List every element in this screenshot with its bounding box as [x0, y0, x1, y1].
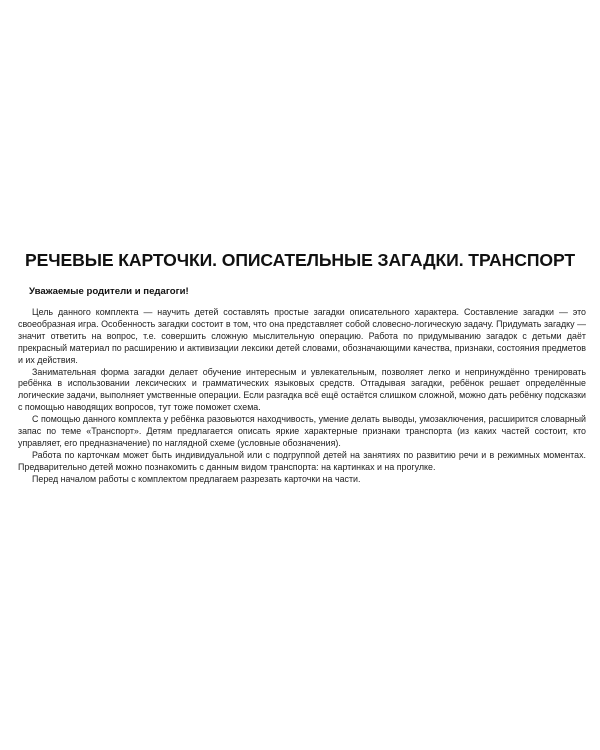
paragraph-form: Занимательная форма загадки делает обучение интересным и увлекательным, позволяет легко и непринуждённо тренировать ребёнка в использовании лексических и грамматических языковых средств. Отгадывая загадки, ребёнок решает определённые логические задачи, выполняет умственные операции. Если разгадка всё ещё остаётся слишком сложной, можно дать ребёнку подсказки с помощью наводящих вопросов, тут тоже поможет схема.: [18, 366, 586, 413]
paragraph-purpose: Цель данного комплекта — научить детей составлять простые загадки описательного характера. Составление загадки — это своеобразная игра. Особенность загадки состоит в том, что она представляет собой словесно-логическую задачу. Придумать загадку — значит ответить на вопрос, т.е. совершить сложную мыслительную операцию. Работа по придумыванию загадок с детьми даёт прекрасный материал по расширению и активизации лексики детей словами, обозначающими качества, признаки, состояния предметов и их действия.: [18, 307, 586, 365]
body-text: [18, 307, 586, 486]
page-title: РЕЧЕВЫЕ КАРТОЧКИ. ОПИСАТЕЛЬНЫЕ ЗАГАДКИ. ТРАНСПОРТ: [24, 250, 576, 270]
paragraph-development: С помощью данного комплекта у ребёнка разовьются находчивость, умение делать выводы, умозаключения, расширится словарный запас по теме «Транспорт». Детям предлагается описать яркие характерные признаки транспорта (из каких частей состоит, кто управляет, его предназначение) по наглядной схеме (условные обозначения).: [18, 414, 586, 448]
paragraph-instruction: Перед началом работы с комплектом предлагаем разрезать карточки на части.: [32, 473, 361, 484]
paragraph-work: Работа по карточкам может быть индивидуальной или с подгруппой детей на занятиях по развитию речи и в режимных моментах. Предварительно детей можно познакомить с данным видом транспорта: на картинках и на прогулке.: [18, 449, 586, 472]
greeting: Уважаемые родители и педагоги!: [29, 286, 189, 297]
